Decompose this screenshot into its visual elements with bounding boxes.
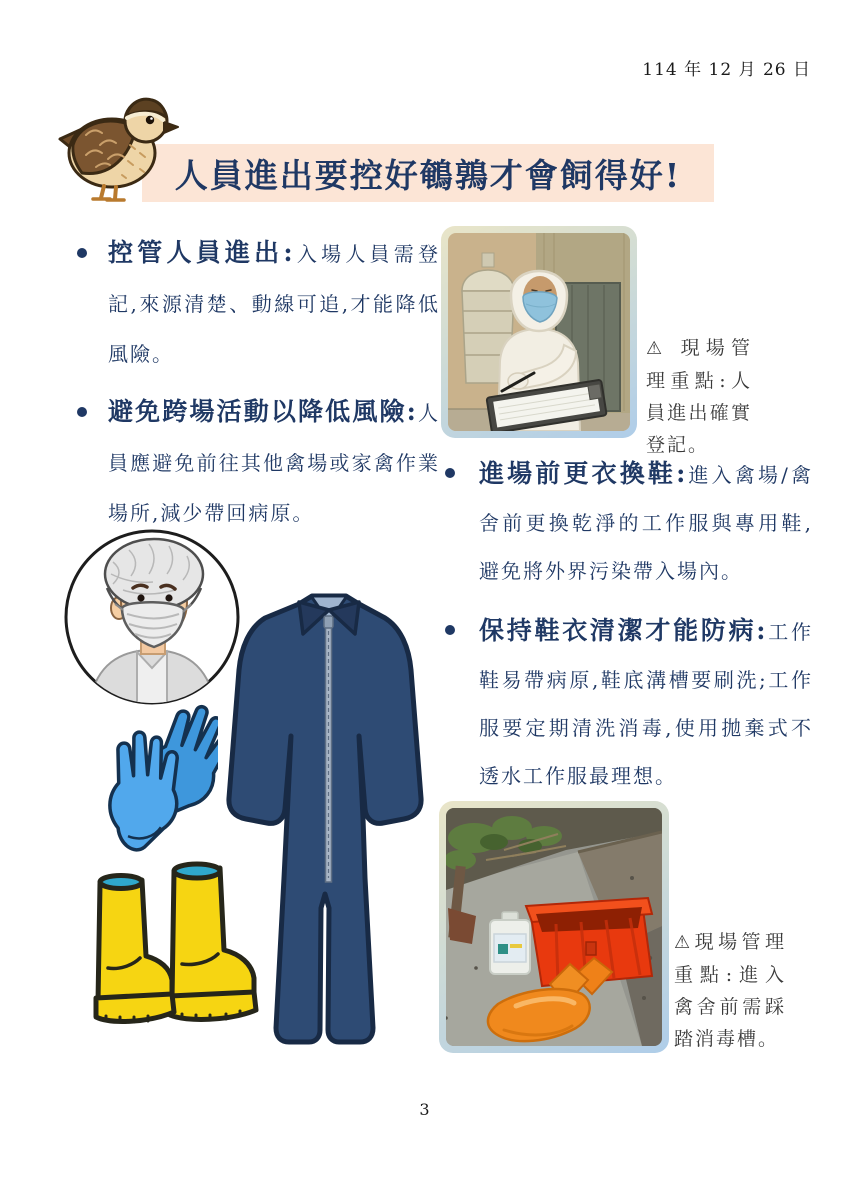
caption-registration: ⚠ 現場管理重點:人員進出確實登記。 <box>646 337 752 456</box>
quail-illustration-icon <box>52 83 187 205</box>
caption-disinfection: ⚠現場管理重點:進入禽舍前需踩踏消毒槽。 <box>674 931 786 1050</box>
bullet-dot <box>445 468 455 478</box>
title-banner <box>142 144 714 202</box>
bullet-dot <box>77 248 87 258</box>
bullet-keep-clean: 保持鞋衣清潔才能防病:工作鞋易帶病原,鞋底溝槽要刷洗;工作服要定期清洗消毒,使用拋棄式不透水工作服最理想。 <box>441 607 813 800</box>
warning-icon: ⚠ <box>674 932 695 953</box>
bullet-dot <box>445 625 455 635</box>
bullet-change-clothes: 進場前更衣換鞋:進入禽場/禽舍前更換乾淨的工作服與專用鞋,避免將外界污染帶入場內。 <box>441 450 813 595</box>
date: 114 年 12 月 26 日 <box>642 60 811 80</box>
gloves-illustration <box>98 700 218 852</box>
boots-illustration <box>82 858 262 1044</box>
bullet-avoid-cross-farm: 避免跨場活動以降低風險:人員應避免前往其他禽場或家禽作業場所,減少帶回病原。 <box>75 387 440 538</box>
left-text-column <box>75 228 440 546</box>
page-title: 人員進出要控好鵪鶉才會飼得好! <box>174 155 682 195</box>
bullet-dot <box>77 407 87 417</box>
page-number: 3 <box>419 1100 430 1119</box>
right-text-column <box>441 450 813 812</box>
ppe-person-registration-photo <box>441 226 637 438</box>
disinfection-tray-photo <box>439 801 669 1053</box>
bullet-control-personnel: 控管人員進出:入場人員需登記,來源清楚、動線可追,才能降低風險。 <box>75 228 440 379</box>
warning-icon: ⚠ <box>646 338 669 359</box>
